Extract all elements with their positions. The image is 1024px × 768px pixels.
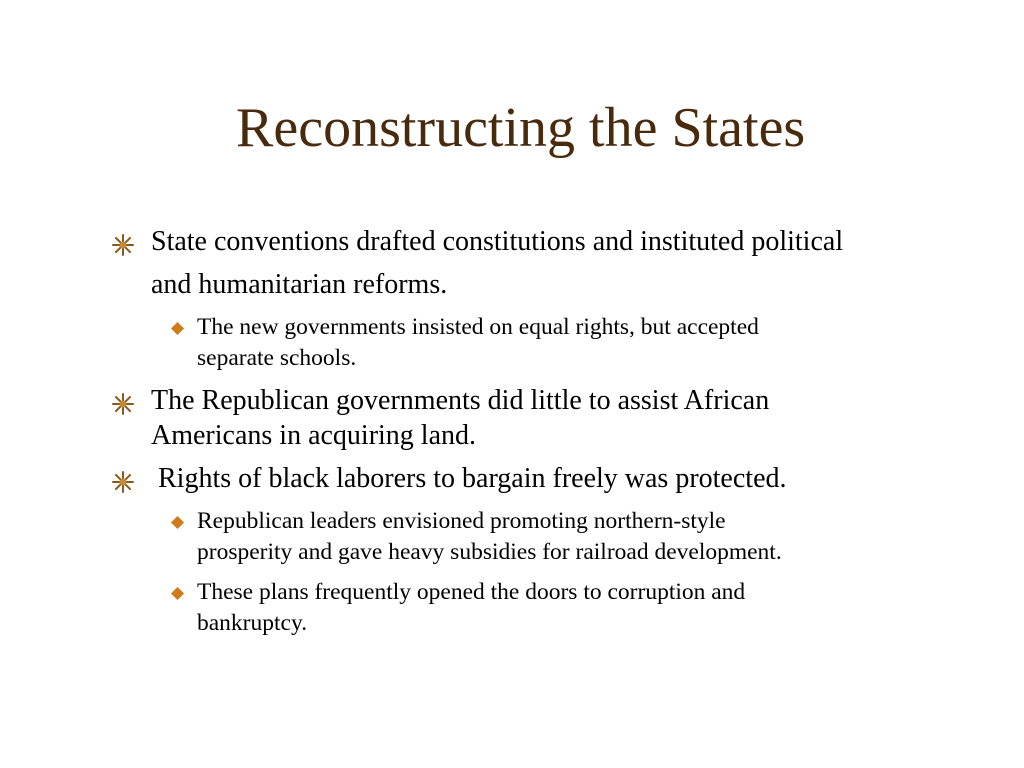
slide-title: Reconstructing the States — [236, 97, 806, 159]
sub-bullet-3-2-line-1: These plans frequently opened the doors to corruption and — [197, 579, 746, 605]
sub-bullet-3-1-line-2: prosperity and gave heavy subsidies for railroad development. — [197, 539, 782, 565]
star-bullet-icon — [112, 393, 134, 415]
star-bullet-icon — [112, 471, 134, 493]
sub-bullet-3-1-line-1: Republican leaders envisioned promoting northern-style — [197, 508, 726, 534]
diamond-bullet-icon — [171, 587, 184, 600]
sub-bullet-1-1-line-1: The new governments insisted on equal rights, but accepted — [197, 314, 759, 340]
bullet-1-line-2: and humanitarian reforms. — [151, 269, 448, 300]
diamond-bullet-icon — [171, 516, 184, 529]
bullet-2-line-1: The Republican governments did little to assist African — [151, 385, 770, 416]
diamond-bullet-icon — [171, 322, 184, 335]
bullet-1-line-1: State conventions drafted constitutions and instituted political — [151, 226, 844, 257]
bullet-3-line-1: Rights of black laborers to bargain freely was protected. — [151, 463, 787, 494]
bullet-2-line-2: Americans in acquiring land. — [151, 420, 477, 451]
sub-bullet-3-2-line-2: bankruptcy. — [197, 610, 308, 636]
sub-bullet-1-1-line-2: separate schools. — [197, 345, 357, 371]
star-bullet-icon — [112, 234, 134, 256]
